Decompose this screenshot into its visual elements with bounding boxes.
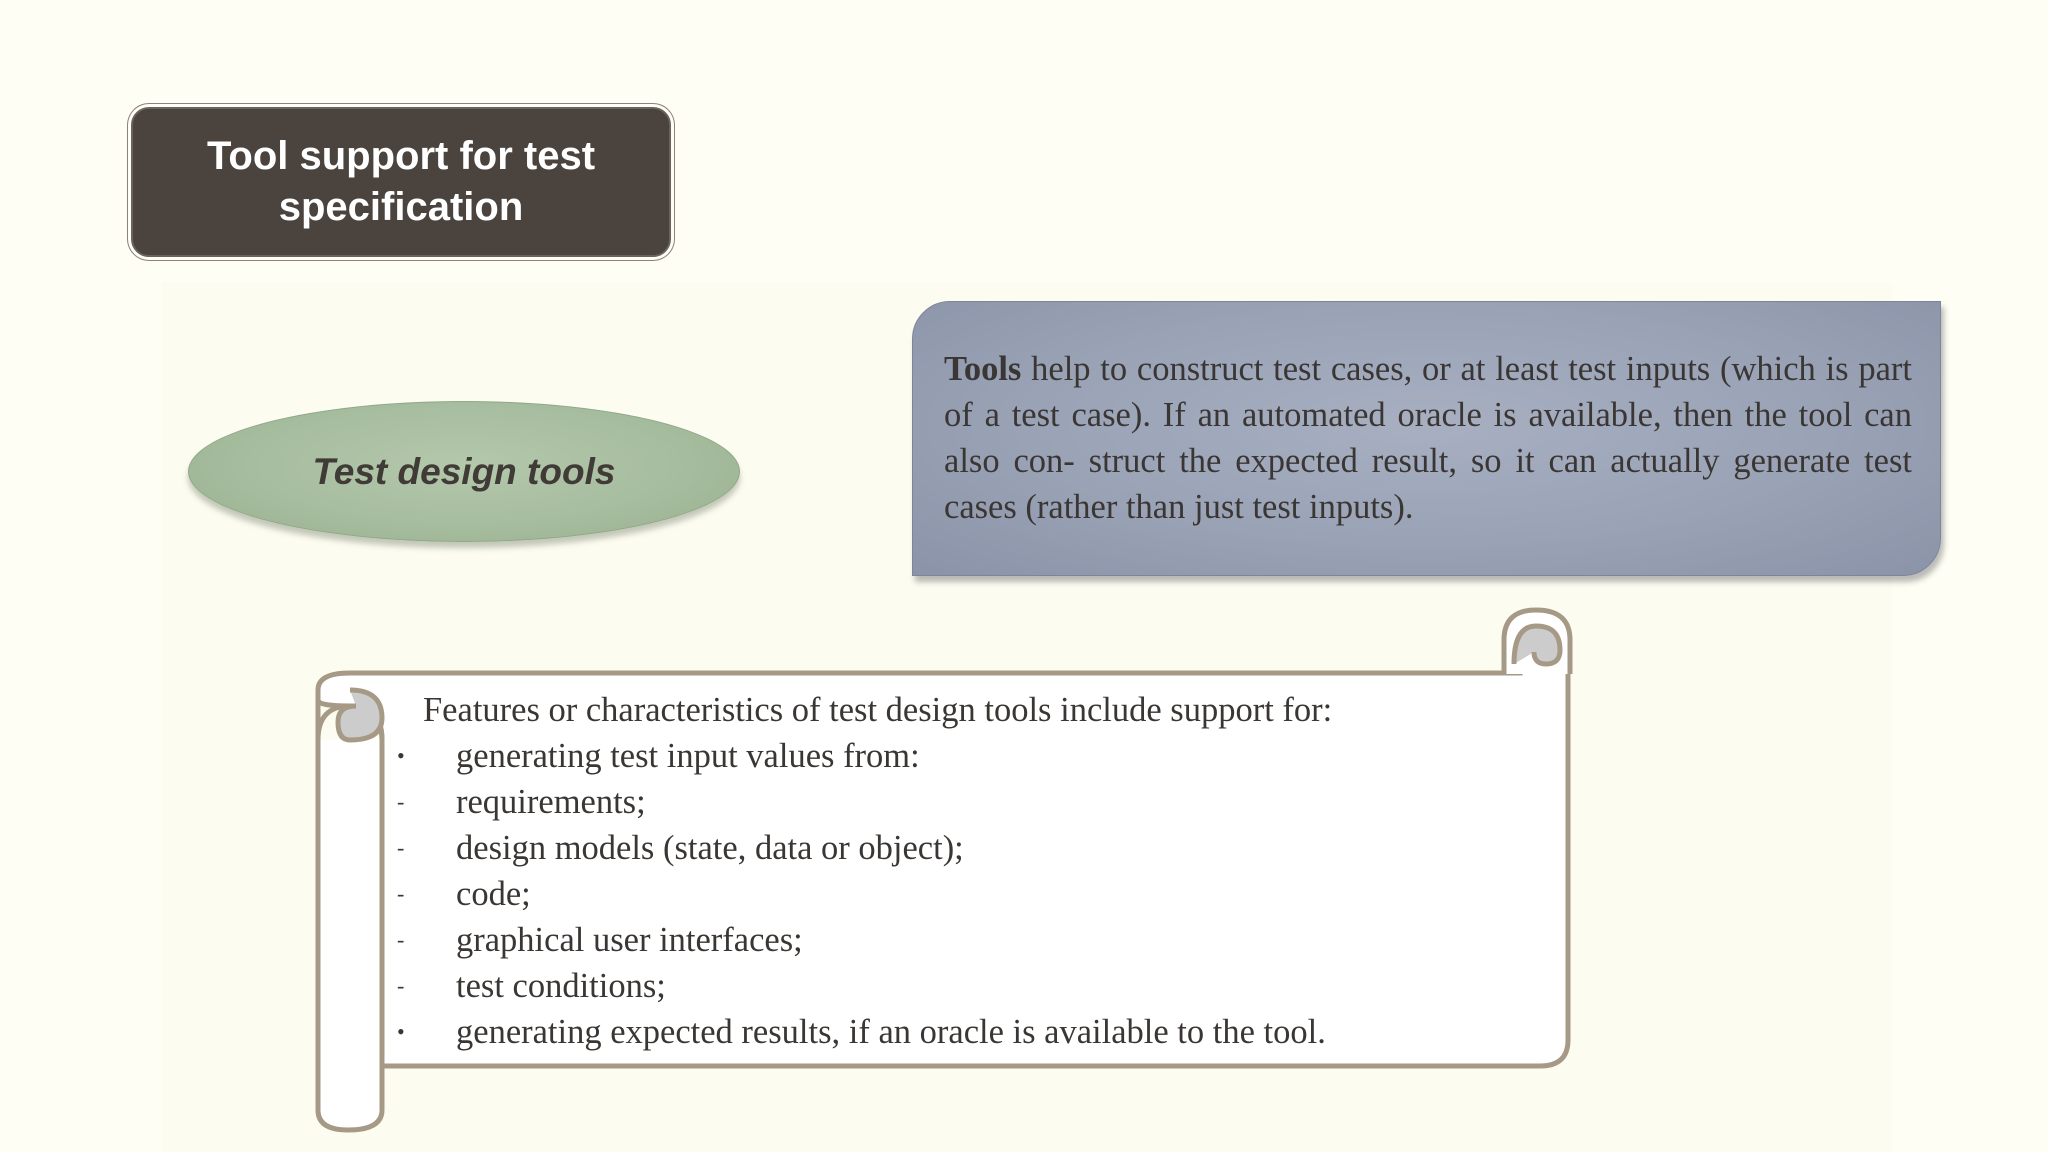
oval-label: Test design tools: [312, 450, 616, 492]
list-item: [392, 963, 1542, 1009]
scroll-top-right-curl: [1514, 626, 1560, 664]
dash-marker: -: [397, 835, 405, 860]
dash-marker: -: [397, 881, 405, 906]
list-item-text: code;: [456, 875, 531, 913]
bullet-marker: •: [397, 1019, 405, 1044]
list-item: [392, 825, 1542, 871]
bullet-marker: •: [397, 743, 405, 768]
list-item: [392, 917, 1542, 963]
list-item: [392, 1009, 1542, 1055]
tools-bold-word: Tools: [944, 350, 1022, 388]
dash-marker: -: [397, 973, 405, 998]
list-item-text: generating test input values from:: [456, 737, 920, 775]
list-item-text: test conditions;: [456, 967, 666, 1005]
scroll-left-roll: [318, 738, 382, 1130]
list-item: [392, 779, 1542, 825]
tools-description-text: help to construct test cases, or at least test inputs (which is part of a test case). If an automated oracle is available, then the tool can also con- struct the expected result, so it can actually generate test cases (rather than just test inputs).: [944, 350, 1912, 526]
dash-marker: -: [397, 789, 405, 814]
title-line-2: specification: [278, 185, 524, 229]
scroll-intro-text: Features or characteristics of test design tools include support for:: [423, 691, 1333, 729]
title-line-1: Tool support for test: [206, 134, 596, 178]
scroll-content: [392, 687, 1542, 1055]
list-item: [392, 871, 1542, 917]
list-item-text: graphical user interfaces;: [456, 921, 803, 959]
list-item-text: design models (state, data or object);: [456, 829, 964, 867]
list-item-text: generating expected results, if an oracle is available to the tool.: [456, 1013, 1326, 1051]
list-item: [392, 733, 1542, 779]
dash-marker: -: [397, 927, 405, 952]
list-item-text: requirements;: [456, 783, 646, 821]
feature-list: [392, 733, 1542, 1055]
